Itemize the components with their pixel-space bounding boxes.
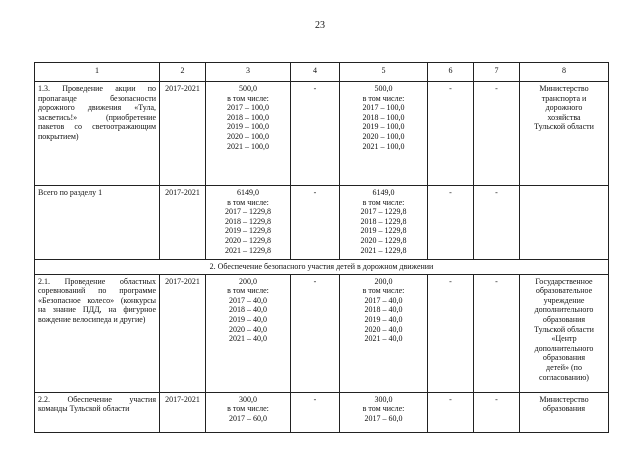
table-row [35,186,609,260]
responsible-cell [520,186,609,260]
funding-total-cell: 6149,0 в том числе: 2017 – 1229,8 2018 – 1229,8 2019 – 1229,8 2020 – 1229,8 2021 – 1229,8 [206,186,291,260]
column-header: 1 [35,63,160,82]
period-cell: 2017-2021 [160,274,206,392]
column-header: 5 [340,63,428,82]
funding-regional-cell: 500,0 в том числе: 2017 – 100,0 2018 – 100,0 2019 – 100,0 2020 – 100,0 2021 – 100,0 [340,82,428,186]
table-row [35,82,609,186]
column-header: 7 [474,63,520,82]
measure-description: 2.1. Проведение областных соревнований по программе «Безопасное колесо» (конкурсы на знание ПДД, на фигурное вождение велосипеда и другие) [35,274,160,392]
dash-cell: - [428,186,474,260]
measure-description: 2.2. Обеспечение участия команды Тульской области [35,392,160,432]
responsible-cell: Государственное образовательное учреждение дополнительного образования Тульской области «Центр дополнительного образования детей» (по согласованию) [520,274,609,392]
section-title-row [35,260,609,275]
funding-regional-cell: 6149,0 в том числе: 2017 – 1229,8 2018 – 1229,8 2019 – 1229,8 2020 – 1229,8 2021 – 1229,8 [340,186,428,260]
dash-cell: - [291,82,340,186]
responsible-cell: Министерство транспорта и дорожного хозяйства Тульской области [520,82,609,186]
table-row [35,274,609,392]
column-header: 3 [206,63,291,82]
funding-total-cell: 300,0 в том числе: 2017 – 60,0 [206,392,291,432]
section-title: 2. Обеспечение безопасного участия детей в дорожном движении [35,260,609,275]
dash-cell: - [291,186,340,260]
funding-regional-cell: 200,0 в том числе: 2017 – 40,0 2018 – 40,0 2019 – 40,0 2020 – 40,0 2021 – 40,0 [340,274,428,392]
dash-cell: - [474,392,520,432]
dash-cell: - [474,82,520,186]
measure-description: Всего по разделу 1 [35,186,160,260]
responsible-cell: Министерство образования [520,392,609,432]
funding-total-cell: 200,0 в том числе: 2017 – 40,0 2018 – 40,0 2019 – 40,0 2020 – 40,0 2021 – 40,0 [206,274,291,392]
dash-cell: - [428,82,474,186]
funding-total-cell: 500,0 в том числе: 2017 – 100,0 2018 – 100,0 2019 – 100,0 2020 – 100,0 2021 – 100,0 [206,82,291,186]
column-header: 4 [291,63,340,82]
measure-description: 1.3. Проведение акции по пропаганде безопасности дорожного движения «Тула, засветись!» (приобретение пакетов со светоотражающим покрытием) [35,82,160,186]
dash-cell: - [474,274,520,392]
period-cell: 2017-2021 [160,186,206,260]
dash-cell: - [291,392,340,432]
period-cell: 2017-2021 [160,82,206,186]
period-cell: 2017-2021 [160,392,206,432]
column-header: 8 [520,63,609,82]
dash-cell: - [428,274,474,392]
dash-cell: - [474,186,520,260]
funding-regional-cell: 300,0 в том числе: 2017 – 60,0 [340,392,428,432]
column-header: 6 [428,63,474,82]
header-row [35,63,609,82]
dash-cell: - [428,392,474,432]
table-row [35,392,609,432]
column-header: 2 [160,63,206,82]
page-number: 23 [315,20,325,31]
dash-cell: - [291,274,340,392]
program-table [34,62,609,433]
